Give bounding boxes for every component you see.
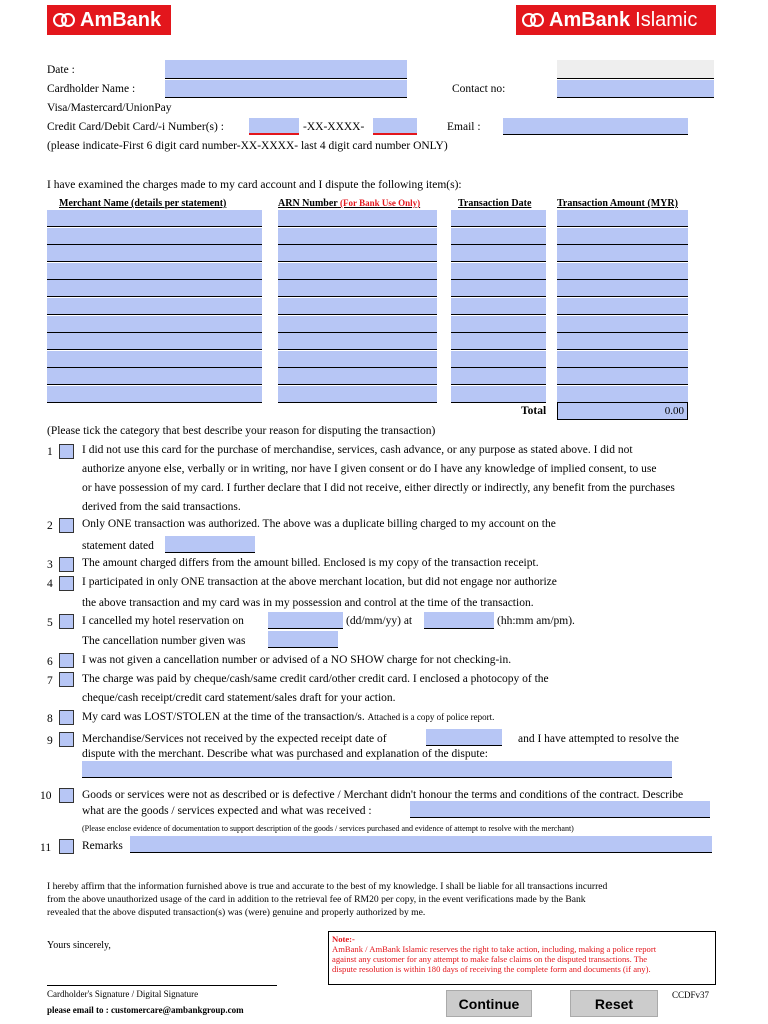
row-2-date-field[interactable] [451,228,546,245]
date-label: Date : [47,64,75,76]
item-5-text-c: (hh:mm am/pm). [497,615,575,627]
card-type-label: Visa/Mastercard/UnionPay [47,102,172,114]
ambank-islamic-logo: AmBank Islamic [516,5,716,35]
item-11-number: 11 [40,842,52,854]
row-3-date-field[interactable] [451,245,546,262]
row-3-arn-field[interactable] [278,245,437,262]
item-1-checkbox[interactable] [59,444,74,459]
signature-line [47,985,277,986]
item-2-text-line2: statement dated [82,540,154,552]
item-7-text-line2: cheque/cash receipt/credit card statement/sales draft for your action. [82,692,396,704]
item-2-checkbox[interactable] [59,518,74,533]
row-3-merchant-field[interactable] [47,245,262,262]
total-label: Total [521,405,547,417]
item-10-checkbox[interactable] [59,788,74,803]
contact-field[interactable] [557,80,714,98]
item-6-text: I was not given a cancellation number or advised of a NO SHOW charge for not checking-in. [82,654,512,666]
row-8-merchant-field[interactable] [47,333,262,350]
col-arn-header: ARN Number (For Bank Use Only) [278,198,421,209]
ambank-logo: AmBank [47,5,171,35]
cardholder-name-field[interactable] [165,80,407,98]
item-10-evidence-note: (Please enclose evidence of documentation to support description of the goods / services purchased and evidence of attempt to resolve with the merchant) [82,824,574,833]
row-9-amount-field[interactable] [557,351,688,368]
row-10-date-field[interactable] [451,368,546,385]
row-4-merchant-field[interactable] [47,263,262,280]
row-5-arn-field[interactable] [278,280,437,297]
item-9-number: 9 [47,735,53,747]
row-11-amount-field[interactable] [557,386,688,403]
item-8-number: 8 [47,713,53,725]
email-field[interactable] [503,118,688,135]
item-5-text-d: The cancellation number given was [82,635,246,647]
item-4-number: 4 [47,578,53,590]
item-7-number: 7 [47,675,53,687]
item-9-text-b: and I have attempted to resolve the [518,733,679,745]
card-number-label: Credit Card/Debit Card/-i Number(s) : [47,121,224,133]
goods-services-field[interactable] [410,801,710,818]
note-title: Note:- [332,934,355,944]
item-9-checkbox[interactable] [59,732,74,747]
row-11-merchant-field[interactable] [47,386,262,403]
email-label: Email : [447,121,481,133]
card-number-hint: (please indicate-First 6 digit card number-XX-XXXX- last 4 digit card number ONLY) [47,140,448,152]
row-10-amount-field[interactable] [557,368,688,385]
item-2-text-line1: Only ONE transaction was authorized. The above was a duplicate billing charged to my account on the [82,518,556,530]
item-4-text-line2: the above transaction and my card was in my possession and control at the time of the transaction. [82,597,534,609]
item-4-checkbox[interactable] [59,576,74,591]
row-2-amount-field[interactable] [557,228,688,245]
row-4-arn-field[interactable] [278,263,437,280]
item-9-text-a: Merchandise/Services not received by the expected receipt date of [82,733,387,745]
statement-date-field[interactable] [165,536,255,553]
item-1-text-line1: I did not use this card for the purchase of merchandise, services, cash advance, or any purpose as stated above. I did not [82,444,633,456]
note-box [328,931,716,985]
row-7-merchant-field[interactable] [47,316,262,333]
item-5-text-b: (dd/mm/yy) at [346,615,413,627]
row-9-date-field[interactable] [451,351,546,368]
item-6-number: 6 [47,656,53,668]
row-11-date-field[interactable] [451,386,546,403]
affirm-line3: revealed that the above disputed transaction(s) was (were) genuine and properly authorized by me. [47,907,426,918]
affirm-line2: from the above unauthorized usage of the card in addition to the retrieval fee of RM20 per copy, in the event verifications made by the Bank [47,894,586,905]
row-1-amount-field[interactable] [557,210,688,227]
hotel-cancel-time-field[interactable] [424,612,494,629]
closing-text: Yours sincerely, [47,940,111,951]
continue-button[interactable]: Continue [446,990,532,1017]
row-8-date-field[interactable] [451,333,546,350]
row-6-merchant-field[interactable] [47,298,262,315]
cardholder-name-label: Cardholder Name : [47,83,136,95]
item-10-number: 10 [40,790,52,802]
row-10-merchant-field[interactable] [47,368,262,385]
hotel-cancel-date-field[interactable] [268,612,343,629]
signature-label: Cardholder's Signature / Digital Signature [47,989,199,999]
row-3-amount-field[interactable] [557,245,688,262]
item-3-number: 3 [47,559,53,571]
item-1-text-line2: authorize anyone else, verbally or in writing, nor have I given consent or do I have any knowledge of implied consent, to use [82,463,657,475]
item-1-number: 1 [47,446,53,458]
row-5-amount-field[interactable] [557,280,688,297]
row-7-amount-field[interactable] [557,316,688,333]
contact-label: Contact no: [452,83,506,95]
arn-bank-use-note: (For Bank Use Only) [340,198,421,208]
row-11-arn-field[interactable] [278,386,437,403]
row-8-arn-field[interactable] [278,333,437,350]
item-2-number: 2 [47,520,53,532]
card-mask-text: -XX-XXXX- [303,121,365,133]
email-note: please email to : customercare@ambankgroup.com [47,1005,244,1015]
expected-receipt-date-field[interactable] [426,729,502,746]
row-5-merchant-field[interactable] [47,280,262,297]
cancellation-number-field[interactable] [268,631,338,648]
col-merchant-header: Merchant Name (details per statement) [59,198,227,209]
row-4-amount-field[interactable] [557,263,688,280]
item-10-text-line2: what are the goods / services expected and what was received : [82,805,372,817]
form-ref-field [557,60,714,79]
row-7-date-field[interactable] [451,316,546,333]
item-8-checkbox[interactable] [59,710,74,725]
row-2-merchant-field[interactable] [47,228,262,245]
row-1-arn-field[interactable] [278,210,437,227]
row-4-date-field[interactable] [451,263,546,280]
row-9-arn-field[interactable] [278,351,437,368]
item-9-text-c: dispute with the merchant. Describe what was purchased and explanation of the dispute: [82,748,488,760]
row-10-arn-field[interactable] [278,368,437,385]
row-9-merchant-field[interactable] [47,351,262,368]
item-7-text-line1: The charge was paid by cheque/cash/same credit card/other credit card. I enclosed a photocopy of the [82,673,549,685]
col-date-header: Transaction Date [458,198,532,209]
row-6-arn-field[interactable] [278,298,437,315]
ambank-islamic-logo-icon [522,13,544,27]
item-1-text-line4: derived from the said transactions. [82,501,241,513]
reset-button[interactable]: Reset [570,990,658,1017]
item-6-checkbox[interactable] [59,653,74,668]
note-line3: dispute resolution is within 180 days of receiving the complete form and documents (if any). [332,964,651,974]
row-2-arn-field[interactable] [278,228,437,245]
card-first6-field[interactable] [249,118,299,135]
remarks-label: Remarks [82,840,123,852]
row-6-amount-field[interactable] [557,298,688,315]
affirm-line1: I hereby affirm that the information furnished above is true and accurate to the best of my knowledge. I shall be liable for all transactions incurred [47,881,608,892]
col-amount-header: Transaction Amount (MYR) [557,198,678,209]
row-6-date-field[interactable] [451,298,546,315]
note-line1: AmBank / AmBank Islamic reserves the right to take action, including, making a police report [332,944,657,954]
item-3-text: The amount charged differs from the amount billed. Enclosed is my copy of the transaction receipt. [82,557,539,569]
row-1-date-field[interactable] [451,210,546,227]
dispute-intro: I have examined the charges made to my card account and I dispute the following item(s): [47,179,462,191]
item-11-checkbox[interactable] [59,839,74,854]
note-line2: against any customer for any attempt to make false claims on the disputed transactions. The [332,954,648,964]
item-10-text-line1: Goods or services were not as described or is defective / Merchant didn't honour the terms and conditions of the contract. Describe [82,789,684,801]
item-5-text-a: I cancelled my hotel reservation on [82,615,244,627]
category-intro: (Please tick the category that best describe your reason for disputing the transaction) [47,425,436,437]
remarks-field[interactable] [130,836,712,853]
item-4-text-line1: I participated in only ONE transaction at the above merchant location, but did not engage nor authorize [82,576,557,588]
item-3-checkbox[interactable] [59,557,74,572]
form-code: CCDFv37 [672,990,710,1000]
row-8-amount-field[interactable] [557,333,688,350]
item-5-checkbox[interactable] [59,614,74,629]
item-1-text-line3: or have possession of my card. I further declare that I did not receive, either directly or indirectly, any benefit from the purchases [82,482,675,494]
row-1-merchant-field[interactable] [47,210,262,227]
row-5-date-field[interactable] [451,280,546,297]
card-last4-field[interactable] [373,118,417,135]
item-8-text: My card was LOST/STOLEN at the time of the transaction/s. Attached is a copy of police report. [82,711,495,723]
ambank-logo-icon [53,13,75,27]
row-7-arn-field[interactable] [278,316,437,333]
dispute-explanation-field[interactable] [82,761,672,778]
item-7-checkbox[interactable] [59,672,74,687]
item-8-note: Attached is a copy of police report. [367,712,495,722]
date-field[interactable] [165,60,407,79]
item-5-number: 5 [47,617,53,629]
total-value: 0.00 [557,402,688,420]
